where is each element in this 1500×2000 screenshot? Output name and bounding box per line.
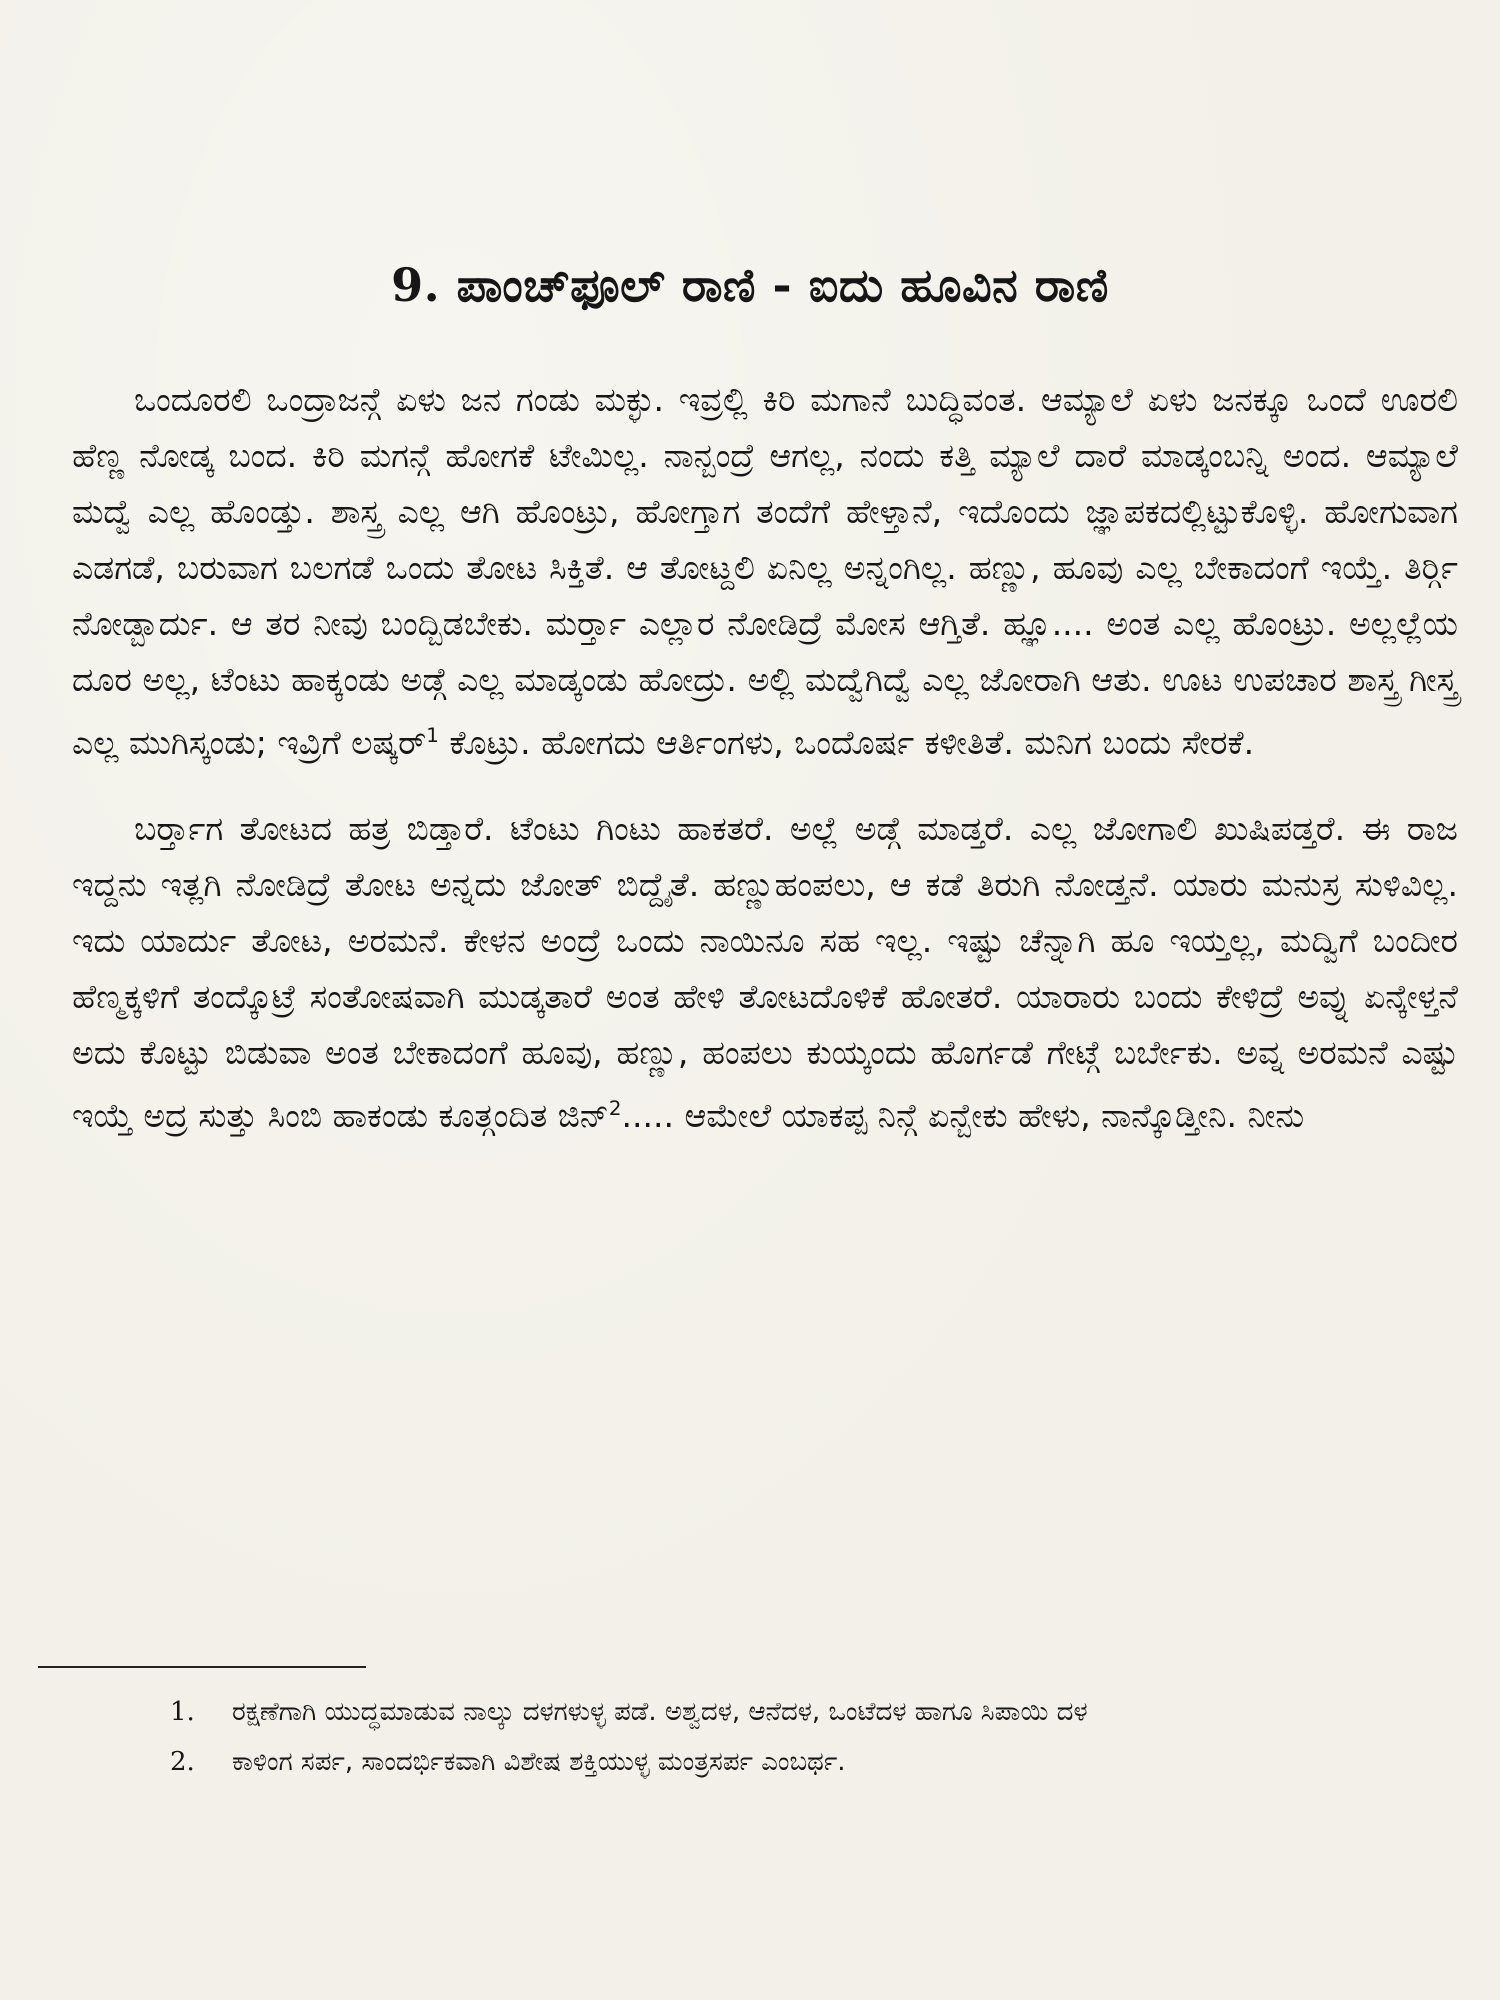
- paragraph-1-text-b: ಕೊಟ್ರು. ಹೋಗದು ಆರ್ತಿಂಗಳು, ಒಂದೊರ್ಷ ಕಳೀತಿತೆ. ಮನಿಗ ಬಂದು ಸೇರಕೆ.: [438, 723, 1255, 762]
- footnote-1-text: ರಕ್ಷಣೆಗಾಗಿ ಯುದ್ಧಮಾಡುವ ನಾಲ್ಕು ದಳಗಳುಳ್ಳ ಪಡೆ. ಅಶ್ವದಳ, ಆನೆದಳ, ಒಂಟೆದಳ ಹಾಗೂ ಸಿಪಾಯಿ ದಳ: [232, 1697, 1088, 1727]
- footnote-separator: [38, 1666, 366, 1668]
- paragraph-1-text-a: ಒಂದೂರಲಿ ಒಂದ್ರಾಜನ್ಗೆ ಏಳು ಜನ ಗಂಡು ಮಕ್ಳು. ಇವ್ರಲ್ಲಿ ಕಿರಿ ಮಗಾನೆ ಬುದ್ಧಿವಂತ. ಆಮ್ಯಾಲೆ ಏಳು ಜನಕ್ಕೂ ಒಂದೆ ಊರಲಿ ಹೆಣ್ಣ ನೋಡ್ಕ ಬಂದ. ಕಿರಿ ಮಗನ್ಗೆ ಹೋಗಕೆ ಟೇಮಿಲ್ಲ. ನಾನ್ಬಂದ್ರೆ ಆಗಲ್ಲ, ನಂದು ಕತ್ತಿ ಮ್ಯಾಲೆ ದಾರೆ ಮಾಡ್ಕಂಬನ್ನಿ ಅಂದ. ಆಮ್ಯಾಲೆ ಮದ್ವೆ ಎಲ್ಲ ಹೊಂಡ್ತು. ಶಾಸ್ತ್ರ ಎಲ್ಲ ಆಗಿ ಹೊಂಟ್ರು, ಹೋಗ್ತಾಗ ತಂದೆಗೆ ಹೇಳ್ತಾನೆ, ಇದೊಂದು ಜ್ಞಾಪಕದಲ್ಲಿಟ್ಟುಕೊಳ್ಳಿ. ಹೋಗುವಾಗ ಎಡಗಡೆ, ಬರುವಾಗ ಬಲಗಡೆ ಒಂದು ತೋಟ ಸಿಕ್ತಿತೆ. ಆ ತೋಟ್ದಲಿ ಏನಿಲ್ಲ ಅನ್ನಂಗಿಲ್ಲ. ಹಣ್ಣು, ಹೂವು ಎಲ್ಲ ಬೇಕಾದಂಗೆ ಇಯ್ತೆ. ತಿರ್ರ್ಗಿ ನೋಡ್ಬಾರ್ದು. ಆ ತರ ನೀವು ಬಂದ್ಬಿಡಬೇಕು. ಮರ್ರ್ತಾ ಎಲ್ಲಾರ ನೋಡಿದ್ರೆ ಮೋಸ ಆಗ್ತಿತೆ. ಹ್ಞೂ.... ಅಂತ ಎಲ್ಲ ಹೊಂಟ್ರು. ಅಲ್ಲಲ್ಲೆಯ ದೂರ ಅಲ್ಲ, ಟೆಂಟು ಹಾಕ್ಕಂಡು ಅಡ್ಗೆ ಎಲ್ಲ ಮಾಡ್ಕಂಡು ಹೋದ್ರು. ಅಲ್ಲಿ ಮದ್ವೆಗಿದ್ವೆ ಎಲ್ಲ ಜೋರಾಗಿ ಆತು. ಊಟ ಉಪಚಾರ ಶಾಸ್ತ್ರ ಗೀಸ್ತ್ರ ಎಲ್ಲ ಮುಗಿಸ್ಕಂಡು; ಇವ್ರಿಗೆ ಲಷ್ಕರ್: [72, 380, 1458, 762]
- footnote-marker-2: 2: [608, 1097, 622, 1120]
- footnote-1-number: 1.: [170, 1697, 195, 1727]
- paragraph-2-text-b: ..... ಆಮೇಲೆ ಯಾಕಪ್ಪ ನಿನ್ಗೆ ಏನ್ಬೇಕು ಹೇಳು, ನಾನ್ಕೊಡ್ತೀನಿ. ನೀನು: [621, 1096, 1305, 1135]
- footnotes: [170, 1690, 1430, 1790]
- paragraph-2-text-a: ಬರ್ರ್ತಾಗ ತೋಟದ ಹತ್ರ ಬಿಡ್ತಾರೆ. ಟೆಂಟು ಗಿಂಟು ಹಾಕತರೆ. ಅಲ್ಲೆ ಅಡ್ಗೆ ಮಾಡ್ತರೆ. ಎಲ್ಲ ಜೋಗಾಲಿ ಖುಷಿಪಡ್ತರೆ. ಈ ರಾಜ ಇದ್ದನು ಇತ್ಲಗಿ ನೋಡಿದ್ರೆ ತೋಟ ಅನ್ನದು ಜೋತ್ ಬಿದ್ದೈತೆ. ಹಣ್ಣುಹಂಪಲು, ಆ ಕಡೆ ತಿರುಗಿ ನೋಡ್ತನೆ. ಯಾರು ಮನುಸ್ರ ಸುಳಿವಿಲ್ಲ. ಇದು ಯಾರ್ದು ತೋಟ, ಅರಮನೆ. ಕೇಳನ ಅಂದ್ರೆ ಒಂದು ನಾಯಿನೂ ಸಹ ಇಲ್ಲ. ಇಷ್ಟು ಚೆನ್ನಾಗಿ ಹೂ ಇಯ್ತಲ್ಲ, ಮದ್ವಿಗೆ ಬಂದೀರ ಹೆಣ್ಮಕ್ಕಳಿಗೆ ತಂದ್ಕೊಟ್ರೆ ಸಂತೋಷವಾಗಿ ಮುಡ್ಕತಾರೆ ಅಂತ ಹೇಳಿ ತೋಟದೊಳಿಕೆ ಹೋತರೆ. ಯಾರಾರು ಬಂದು ಕೇಳಿದ್ರೆ ಅವ್ನು ಏನ್ಕೇಳ್ತನೆ ಅದು ಕೊಟ್ಟು ಬಿಡುವಾ ಅಂತ ಬೇಕಾದಂಗೆ ಹೂವು, ಹಣ್ಣು, ಹಂಪಲು ಕುಯ್ಕಂದು ಹೊರ್ಗಡೆ ಗೇಟ್ಗೆ ಬರ್ಬೇಕು. ಅವ್ನ ಅರಮನೆ ಎಷ್ಟು ಇಯ್ತೆ ಅದ್ರ ಸುತ್ತು ಸಿಂಬಿ ಹಾಕಂಡು ಕೂತ್ಗಂದಿತ ಜಿನ್: [72, 809, 1458, 1135]
- chapter-title: 9. ಪಾಂಚ್‌ಫೂಲ್ ರಾಣಿ - ಐದು ಹೂವಿನ ರಾಣಿ: [391, 258, 1109, 312]
- bleed-through-texture: [40, 20, 1460, 70]
- footnote-2: [170, 1740, 1430, 1784]
- footnote-1: [170, 1690, 1430, 1734]
- paragraph-2: [72, 801, 1458, 1144]
- paragraph-1: [72, 372, 1458, 771]
- story-text: [72, 372, 1458, 1174]
- footnote-2-number: 2.: [170, 1747, 195, 1777]
- footnote-2-text: ಕಾಳಿಂಗ ಸರ್ಪ, ಸಾಂದರ್ಭಿಕವಾಗಿ ವಿಶೇಷ ಶಕ್ತಿಯುಳ್ಳ ಮಂತ್ರಸರ್ಪ ಎಂಬರ್ಥ.: [232, 1747, 846, 1777]
- footnote-marker-1: 1: [426, 724, 439, 747]
